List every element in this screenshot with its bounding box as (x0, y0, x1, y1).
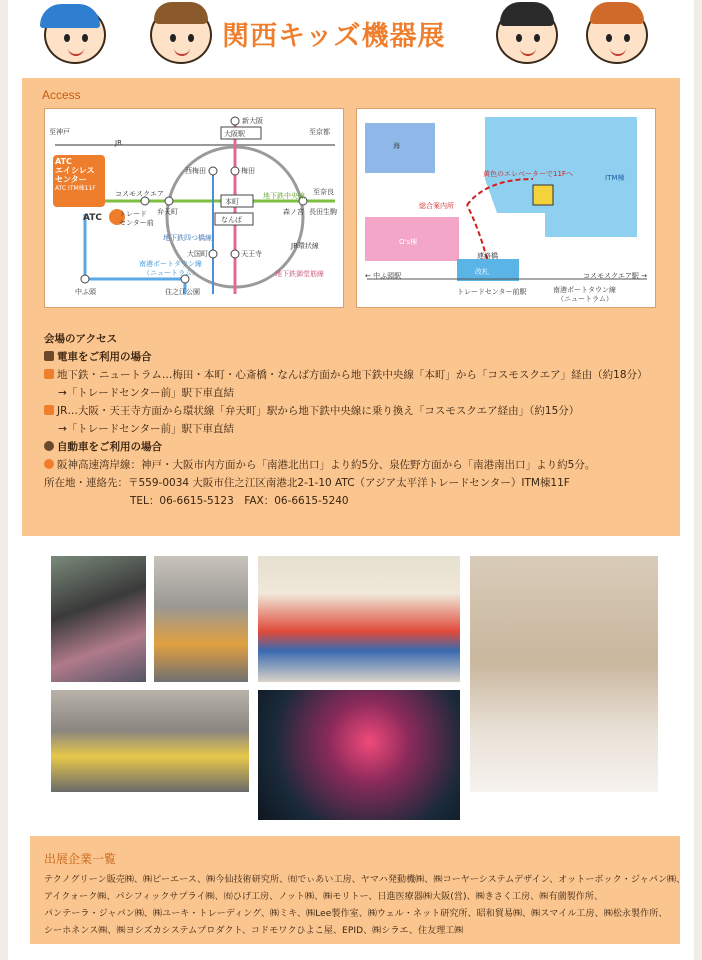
atc-tag: ATC (83, 213, 103, 223)
page-edge-left (0, 0, 8, 960)
label-info-desk: 総合案内所 (419, 202, 454, 210)
station-nakafuto: 中ふ頭 (75, 288, 96, 296)
page-edge-right (694, 0, 702, 960)
label-sea: 海 (393, 142, 400, 150)
label-jr-loop: JR環状線 (291, 242, 319, 250)
car-heading-row: 自動車をご利用の場合 (44, 440, 162, 454)
station-osaka: 大阪駅 (224, 130, 245, 138)
exhibitor-line: アイクォーク㈱、パシフィックサプライ㈱、㈲ひげ工房、ノット㈱、㈱モリトー、日進医療器㈱大阪(営)、㈱きさく工房、㈱有薗製作所、 (44, 892, 604, 902)
jr-row: JR…大阪・天王寺方面から環状線「弁天町」駅から地下鉄中央線に乗り換え「コスモスクエア経由」（約15分） (44, 404, 579, 418)
train-heading-row: 電車をご利用の場合 (44, 350, 152, 364)
label-jr: JR (115, 139, 122, 147)
photo-child-wheelchair (154, 556, 248, 682)
label-newtram-line-2: （ニュートラム） (557, 295, 613, 303)
tel-row: TEL：06-6615-5123 FAX：06-6615-5240 (130, 495, 349, 507)
station-nagata: 長田生駒 (309, 208, 337, 216)
address-row: 所在地・連絡先：〒559-0034 大阪市住之江区南港北2-1-10 ATC（アジア太平洋トレードセンター）ITM棟11F (44, 477, 570, 489)
photo-seating-display (258, 556, 460, 682)
label-os-building: O's棟 (399, 238, 418, 246)
station-bentencho: 弁天町 (157, 208, 178, 216)
exhibitor-line: テクノグリーン販売㈱、㈱ピーエース、㈱今仙技術研究所、㈲でぃあい工房、ヤマハ発動機㈱、㈱コーヤーシステムデザイン、オットーボック・ジャパン㈱、 (44, 875, 686, 885)
station-umeda: 梅田 (241, 167, 255, 175)
girl-glasses-illustration (586, 6, 648, 64)
label-newtram-line: 南港ポートタウン線 (553, 286, 616, 294)
label-cosmo-station: コスモスクエア駅 → (583, 272, 647, 280)
label-newtram-2: （ニュートラム） (143, 269, 199, 277)
exhibitor-line: シーホネンス㈱、㈱ヨシズカシステムプロダクト、コドモワクひよこ屋、EPID、㈱シラエ、住友理工㈱ (44, 926, 464, 936)
label-elevator: 黄色のエレベーターで11Fへ (483, 170, 573, 178)
station-daikokucho: 大国町 (187, 250, 208, 258)
jr-arrow-row: →「トレードセンター前」駅下車直結 (58, 423, 235, 435)
label-gate: 改札 (475, 268, 489, 276)
exhibitors-label: 出展企業一覧 (44, 852, 117, 866)
subway-row: 地下鉄・ニュートラム…梅田・本町・心斎橋・なんば方面から地下鉄中央線「本町」から「コスモスクエア」経由（約18分） (44, 368, 648, 382)
train-icon (44, 405, 54, 415)
station-morinomiya: 森ノ宮 (283, 208, 304, 216)
station-suminoe: 住之江公園 (165, 288, 200, 296)
station-tennoji: 天王寺 (241, 250, 262, 258)
car-icon (44, 459, 54, 469)
train-icon (44, 351, 54, 361)
venue-map (356, 108, 656, 308)
station-namba: なんば (221, 216, 242, 224)
exhibitor-line: パンテーラ・ジャパン㈱、㈱ユーキ・トレーディング、㈱ミキ、㈱Lee製作室、㈱ウェル・ネット研究所、昭和貿易㈱、㈱スマイル工房、㈱松永製作所、 (44, 909, 668, 919)
access-heading: 会場のアクセス (44, 333, 118, 345)
car-row: 阪神高速湾岸線：神戸・大阪市内方面から「南港北出口」より約5分、泉佐野方面から「南港南出口」より約5分。 (44, 458, 595, 472)
label-midosuji-line: 地下鉄御堂筋線 (275, 270, 324, 278)
label-trade-station: トレードセンター前駅 (457, 288, 527, 296)
station-honmachi: 本町 (225, 198, 239, 206)
station-nishi-umeda: 西梅田 (185, 167, 206, 175)
car-icon (44, 441, 54, 451)
station-cosmo-square: コスモスクエア (115, 190, 164, 198)
label-to-nara: 至奈良 (313, 188, 334, 196)
boy-cap-illustration (44, 6, 106, 64)
boy-curly-hair-illustration (150, 6, 212, 64)
exhibitors-panel (30, 836, 686, 944)
label-newtram: 南港ポートタウン線 (139, 260, 202, 268)
label-to-kyoto: 至京都 (309, 128, 330, 136)
atc-box: ATC エイシレス センター ATC ITM棟11F (55, 157, 96, 192)
label-chuo-line: 地下鉄中央線 (263, 192, 305, 200)
access-label: Access (42, 88, 81, 102)
route-map (44, 108, 344, 308)
train-icon (44, 369, 54, 379)
photo-girl-harness (470, 556, 658, 792)
station-shin-osaka: 新大阪 (242, 117, 263, 125)
subway-arrow-row: →「トレードセンター前」駅下車直結 (58, 387, 235, 399)
label-nakafuto-station: ← 中ふ頭駅 (365, 272, 402, 280)
access-panel (22, 78, 680, 536)
photo-wheelchair-fitting (51, 556, 146, 682)
label-itm: ITM棟 (605, 174, 625, 182)
page-title: 関西キッズ機器展 (222, 21, 446, 52)
label-yotsubashi-line: 地下鉄四つ橋線 (163, 234, 212, 242)
label-to-kobe: 至神戸 (49, 128, 70, 136)
station-trade: トレード (119, 210, 147, 218)
photo-slide-play (51, 690, 249, 792)
boy-black-hair-illustration (496, 6, 558, 64)
photo-sensory-room (258, 690, 460, 820)
label-bridge: 連絡橋 (477, 252, 498, 260)
station-trade-2: センター前 (119, 219, 154, 227)
